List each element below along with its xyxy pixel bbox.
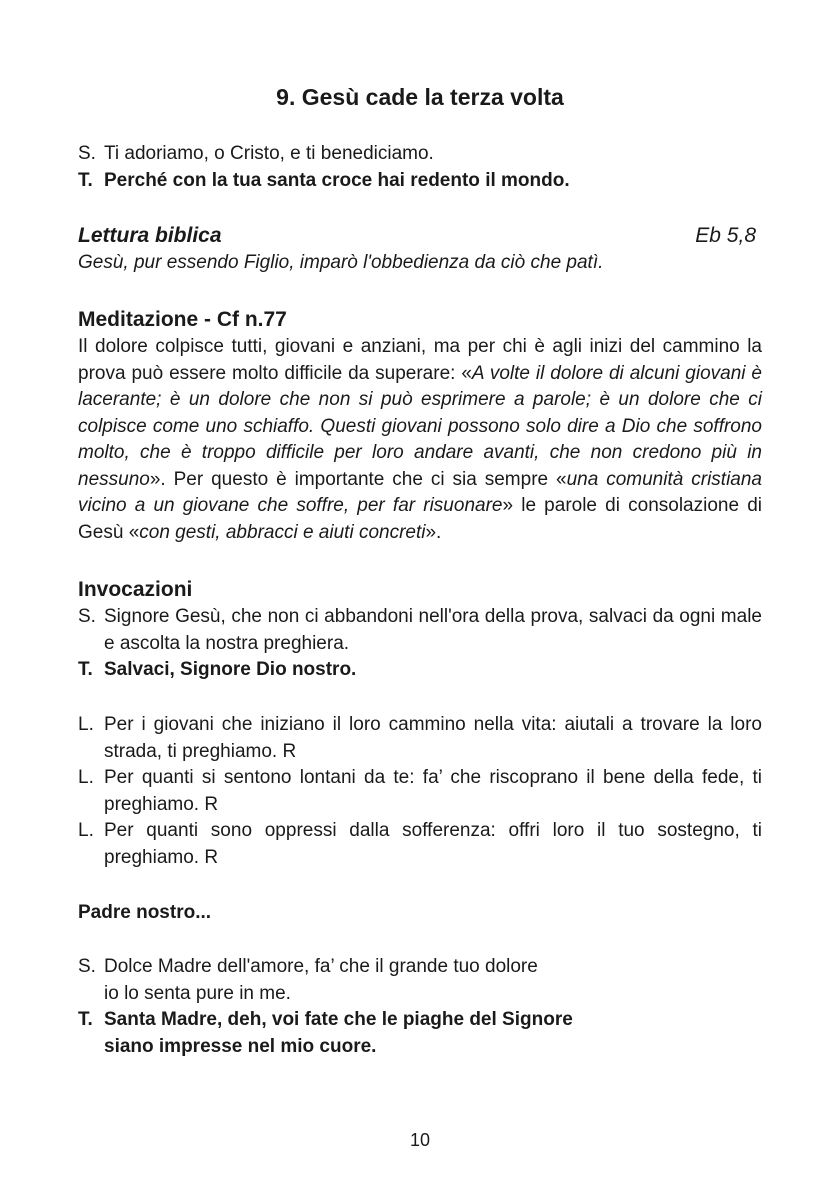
invocations-heading: Invocazioni	[78, 578, 193, 601]
stabat-lines	[104, 954, 762, 1007]
stabat-line: siano impresse nel mio cuore.	[104, 1035, 377, 1057]
stabat-line: Dolce Madre dell'amore, fa’ che il grande tuo dolore	[104, 956, 538, 977]
speaker-label: T.	[78, 659, 93, 680]
meditation-part: » le parole di consolazione di Gesù «	[78, 495, 762, 543]
meditation-quote: A volte il dolore di alcuni giovani è lacerante; è un dolore che non si può esprimere a parole; è un dolore che ci colpisce come uno schiaffo. Questi giovani possono solo dire a Dio che soffrono molto, che è troppo difficile per loro andare avanti, che non credono più in nessuno	[78, 362, 762, 490]
response-text: Salvaci, Signore Dio nostro.	[104, 659, 357, 680]
list-item	[78, 818, 762, 871]
reading-section	[78, 222, 762, 277]
invocation-intro	[78, 604, 762, 657]
acclamation	[78, 141, 762, 194]
list-item	[78, 765, 762, 818]
reading-heading: Lettura biblica	[78, 224, 222, 247]
speaker-label: L.	[78, 820, 94, 841]
reading-header	[78, 222, 762, 250]
stabat-line: io lo senta pure in me.	[104, 982, 291, 1004]
speaker-label: S.	[78, 143, 96, 164]
invocation-response	[78, 657, 762, 684]
acclamation-line-t	[78, 168, 762, 195]
meditation-quote: una comunità cristiana vicino a un giovane che soffre, per far risuonare	[78, 468, 762, 516]
intention-text: Per i giovani che iniziano il loro cammino nella vita: aiutali a trovare la loro strada, ti preghiamo. R	[104, 714, 762, 762]
intention-text: Per quanti si sentono lontani da te: fa’ che riscoprano il bene della fede, ti preghiamo. R	[104, 767, 762, 815]
page-title: 9. Gesù cade la terza volta	[276, 84, 564, 110]
intention-text: Per quanti sono oppressi dalla sofferenza: offri loro il tuo sostegno, ti preghiamo. R	[104, 820, 762, 868]
invocation-text: Signore Gesù, che non ci abbandoni nell'ora della prova, salvaci da ogni male e ascolta la nostra preghiera.	[104, 606, 762, 654]
meditation-quote: con gesti, abbracci e aiuti concreti	[139, 521, 426, 543]
acclamation-line-s	[78, 141, 762, 168]
meditation-section	[78, 306, 762, 546]
speaker-label: L.	[78, 714, 94, 735]
speaker-label: L.	[78, 767, 94, 788]
invocations-section	[78, 576, 762, 684]
page-number: 10	[409, 1130, 431, 1150]
stabat-verse-s	[78, 954, 762, 1007]
padre-nostro: Padre nostro...	[78, 902, 212, 923]
speaker-label: S.	[78, 606, 96, 627]
speaker-label: T.	[78, 1009, 93, 1030]
reading-text: Gesù, pur essendo Figlio, imparò l'obbedienza da ciò che patì.	[78, 252, 604, 273]
meditation-part: ». Per questo è importante che ci sia sempre «	[149, 468, 567, 490]
speaker-label: T.	[78, 169, 93, 191]
acclamation-text: Ti adoriamo, o Cristo, e ti benediciamo.	[104, 143, 434, 164]
meditation-part: Il dolore colpisce tutti, giovani e anziani, ma per chi è agli inizi del cammino la prova può essere molto difficile da superare: «	[78, 336, 762, 384]
intentions-list	[78, 712, 762, 871]
meditation-text	[78, 334, 762, 546]
stabat-section	[78, 954, 762, 1060]
meditation-heading: Meditazione - Cf n.77	[78, 308, 287, 331]
list-item	[78, 712, 762, 765]
stabat-line: Santa Madre, deh, voi fate che le piaghe del Signore	[104, 1009, 573, 1030]
stabat-lines	[104, 1007, 762, 1060]
stabat-verse-t	[78, 1007, 762, 1060]
speaker-label: S.	[78, 956, 96, 977]
meditation-part: ».	[425, 521, 442, 543]
acclamation-text: Perché con la tua santa croce hai redento il mondo.	[104, 169, 570, 191]
reading-reference: Eb 5,8	[695, 224, 756, 247]
